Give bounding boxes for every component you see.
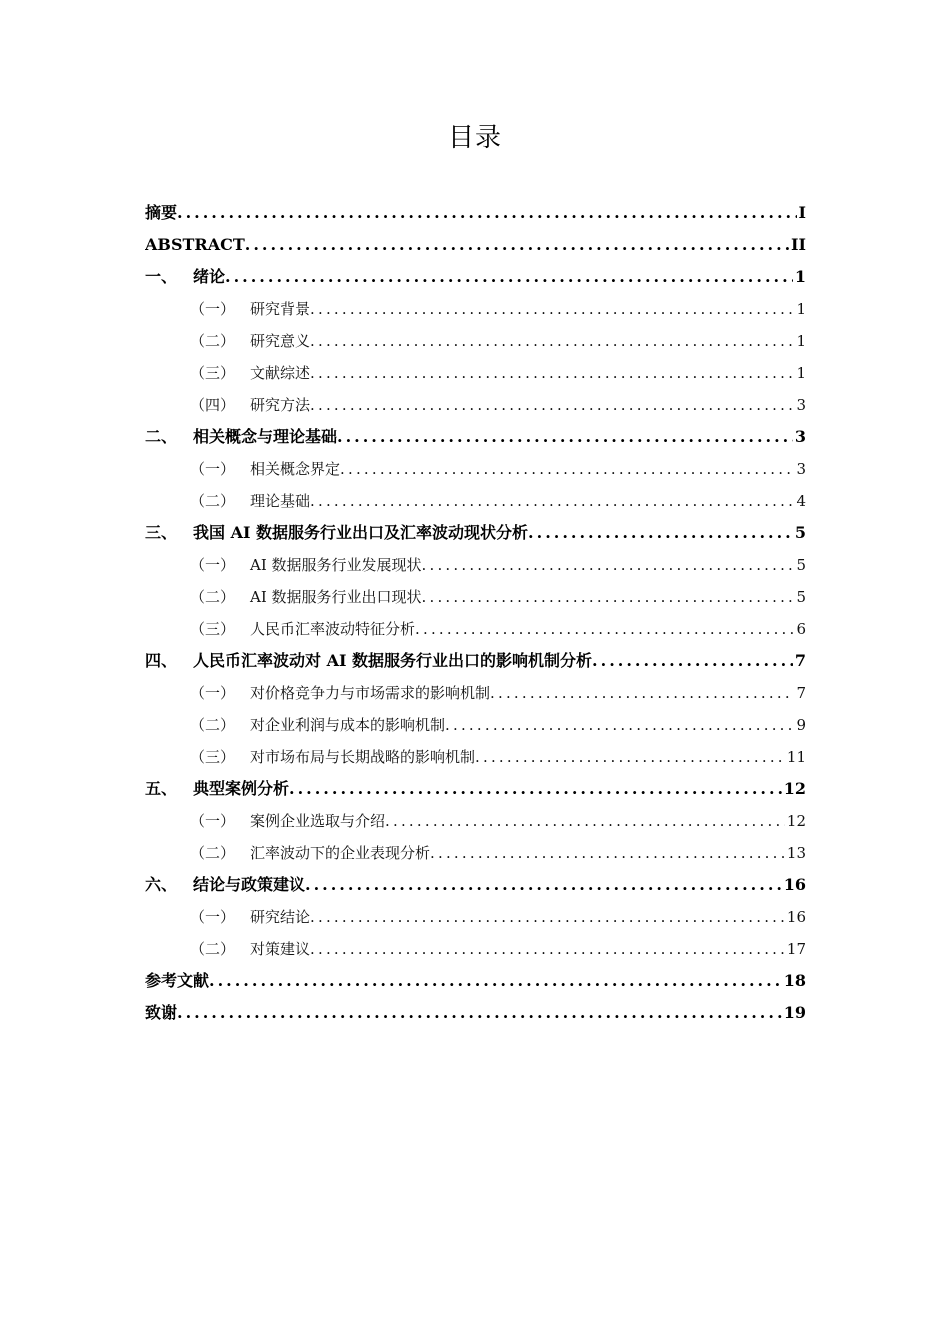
toc-subentry[interactable] <box>145 741 806 773</box>
dot-leader <box>475 741 785 773</box>
toc-subentry[interactable] <box>145 581 806 613</box>
dot-leader <box>340 453 794 485</box>
toc-subentry[interactable] <box>145 933 806 965</box>
toc-subentry[interactable] <box>145 613 806 645</box>
toc-entry-page: 5 <box>796 556 806 574</box>
toc-entry-number: （四） <box>190 396 236 414</box>
toc-entry-number: （二） <box>190 332 236 350</box>
dot-leader <box>337 421 793 453</box>
dot-leader <box>310 357 794 389</box>
toc-entry[interactable] <box>145 773 806 805</box>
toc-entry-number: 六、 <box>145 875 178 894</box>
toc-entry-label: 研究背景 <box>250 300 311 318</box>
toc-entry-page: 1 <box>796 364 806 382</box>
toc-subentry[interactable] <box>145 485 806 517</box>
toc-entry-page: 16 <box>786 908 806 926</box>
toc-entry-label: 研究方法 <box>250 396 311 414</box>
toc-entry-label: 对策建议 <box>250 940 311 958</box>
toc-entry[interactable] <box>145 997 806 1029</box>
toc-subentry[interactable] <box>145 901 806 933</box>
toc-entry-label: 结论与政策建议 <box>193 875 306 894</box>
toc-entry[interactable] <box>145 261 806 293</box>
toc-entry-page: 3 <box>796 460 806 478</box>
dot-leader <box>415 613 794 645</box>
dot-leader <box>422 581 795 613</box>
dot-leader <box>305 869 782 901</box>
toc-entry-page: 7 <box>794 651 806 670</box>
toc-entry-page: 5 <box>794 523 806 542</box>
toc-subentry[interactable] <box>145 709 806 741</box>
toc-entry-label: 我国 AI 数据服务行业出口及汇率波动现状分析 <box>193 523 529 542</box>
toc-entry-page: I <box>798 203 806 222</box>
toc-subentry[interactable] <box>145 453 806 485</box>
toc-entry-page: 5 <box>796 588 806 606</box>
toc-entry-page: 12 <box>783 779 806 798</box>
dot-leader <box>177 197 797 229</box>
toc-entry-number: （二） <box>190 940 236 958</box>
dot-leader <box>528 517 793 549</box>
toc-entry[interactable] <box>145 517 806 549</box>
toc-entry[interactable] <box>145 965 806 997</box>
toc-entry-number: （二） <box>190 844 236 862</box>
toc-entry-label: 典型案例分析 <box>193 779 290 798</box>
dot-leader <box>310 293 794 325</box>
toc-subentry[interactable] <box>145 549 806 581</box>
dot-leader <box>592 645 793 677</box>
toc-entry-label: 研究意义 <box>250 332 311 350</box>
dot-leader <box>422 549 795 581</box>
toc-entry-label: 对企业利润与成本的影响机制 <box>250 716 446 734</box>
toc-entry[interactable] <box>145 197 806 229</box>
toc-entry-page: II <box>791 235 806 254</box>
toc-entry-page: 16 <box>783 875 806 894</box>
dot-leader <box>209 965 782 997</box>
toc-subentry[interactable] <box>145 805 806 837</box>
toc-entry-number: 三、 <box>145 523 178 542</box>
toc-entry-label: 相关概念与理论基础 <box>193 427 338 446</box>
toc-entry-page: 3 <box>796 396 806 414</box>
toc-entry-number: （二） <box>190 492 236 510</box>
toc-entry[interactable] <box>145 645 806 677</box>
toc-entry-label: ABSTRACT <box>145 235 245 254</box>
toc-subentry[interactable] <box>145 357 806 389</box>
dot-leader <box>385 805 785 837</box>
toc-entry-page: 12 <box>786 812 806 830</box>
toc-entry-page: 4 <box>796 492 806 510</box>
table-of-contents <box>145 197 806 1029</box>
toc-entry-label: 参考文献 <box>145 971 210 990</box>
toc-entry-number: （一） <box>190 300 236 318</box>
dot-leader <box>289 773 782 805</box>
toc-entry-label: 案例企业选取与介绍 <box>250 812 386 830</box>
toc-entry[interactable] <box>145 421 806 453</box>
page-title: 目录 <box>447 123 502 153</box>
toc-entry-page: 17 <box>786 940 806 958</box>
toc-entry-page: 13 <box>786 844 806 862</box>
toc-entry-page: 19 <box>783 1003 806 1022</box>
dot-leader <box>177 997 782 1029</box>
toc-entry-number: （二） <box>190 588 236 606</box>
toc-entry-label: AI 数据服务行业发展现状 <box>250 556 422 574</box>
toc-entry-label: 人民币汇率波动对 AI 数据服务行业出口的影响机制分析 <box>193 651 593 670</box>
toc-entry-number: （一） <box>190 556 236 574</box>
toc-entry[interactable] <box>145 869 806 901</box>
toc-subentry[interactable] <box>145 677 806 709</box>
toc-entry-number: 一、 <box>145 267 178 286</box>
toc-subentry[interactable] <box>145 837 806 869</box>
toc-subentry[interactable] <box>145 325 806 357</box>
toc-entry-number: 四、 <box>145 651 178 670</box>
dot-leader <box>225 261 793 293</box>
toc-entry-number: （二） <box>190 716 236 734</box>
toc-entry-page: 1 <box>794 267 806 286</box>
toc-entry-label: 相关概念界定 <box>250 460 341 478</box>
toc-entry-number: （三） <box>190 364 236 382</box>
toc-entry[interactable] <box>145 229 806 261</box>
dot-leader <box>310 901 785 933</box>
toc-subentry[interactable] <box>145 293 806 325</box>
toc-entry-page: 7 <box>796 684 806 702</box>
toc-entry-page: 18 <box>783 971 806 990</box>
toc-entry-number: 二、 <box>145 427 178 446</box>
toc-subentry[interactable] <box>145 389 806 421</box>
toc-entry-page: 1 <box>796 332 806 350</box>
toc-entry-label: 摘要 <box>145 203 178 222</box>
toc-entry-number: （三） <box>190 748 236 766</box>
toc-entry-number: 五、 <box>145 779 178 798</box>
toc-entry-label: 汇率波动下的企业表现分析 <box>250 844 431 862</box>
toc-entry-number: （一） <box>190 908 236 926</box>
toc-entry-page: 11 <box>786 748 806 766</box>
dot-leader <box>310 389 794 421</box>
toc-entry-label: 对价格竞争力与市场需求的影响机制 <box>250 684 491 702</box>
toc-entry-label: 研究结论 <box>250 908 311 926</box>
dot-leader <box>310 325 794 357</box>
toc-entry-page: 3 <box>794 427 806 446</box>
toc-entry-page: 6 <box>796 620 806 638</box>
toc-entry-number: （一） <box>190 684 236 702</box>
dot-leader <box>310 933 785 965</box>
toc-entry-label: 人民币汇率波动特征分析 <box>250 620 416 638</box>
dot-leader <box>430 837 785 869</box>
toc-entry-label: 文献综述 <box>250 364 311 382</box>
toc-entry-label: 绪论 <box>193 267 226 286</box>
toc-entry-label: 致谢 <box>145 1003 178 1022</box>
toc-entry-page: 9 <box>796 716 806 734</box>
dot-leader <box>310 485 794 517</box>
dot-leader <box>245 229 789 261</box>
toc-entry-number: （一） <box>190 812 236 830</box>
dot-leader <box>445 709 794 741</box>
toc-entry-label: AI 数据服务行业出口现状 <box>250 588 422 606</box>
toc-entry-page: 1 <box>796 300 806 318</box>
dot-leader <box>490 677 794 709</box>
toc-entry-number: （一） <box>190 460 236 478</box>
toc-entry-label: 理论基础 <box>250 492 311 510</box>
toc-entry-label: 对市场布局与长期战略的影响机制 <box>250 748 476 766</box>
toc-entry-number: （三） <box>190 620 236 638</box>
